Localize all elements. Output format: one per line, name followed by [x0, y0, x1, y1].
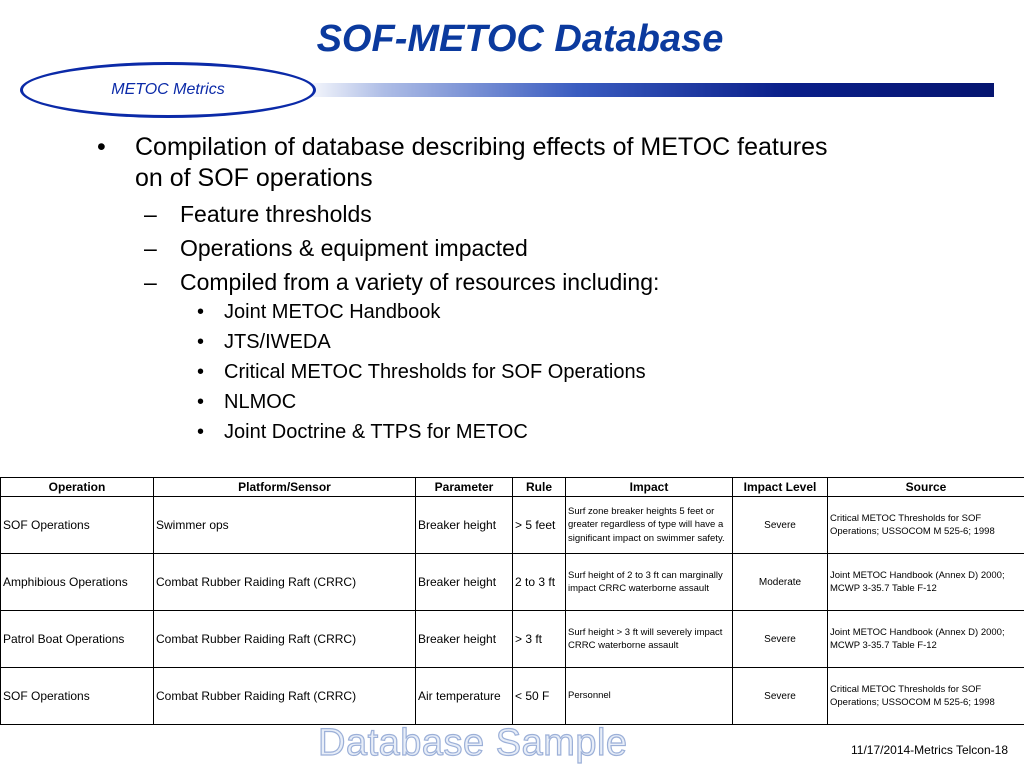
bullet-item [197, 421, 528, 444]
bullet-marker: • [97, 133, 106, 161]
bullet-item [144, 201, 372, 228]
cell-rule: < 50 F [513, 668, 566, 725]
cell-impact: Surf zone breaker heights 5 feet or greater regardless of type will have a significant impact on swimmer safety. [566, 497, 733, 554]
bullet-marker: – [144, 201, 157, 227]
cell-parameter: Breaker height [416, 611, 513, 668]
column-header: Platform/Sensor [154, 478, 416, 497]
bullet-item [144, 269, 660, 296]
cell-impact: Surf height > 3 ft will severely impact CRRC waterborne assault [566, 611, 733, 668]
cell-impact-level: Moderate [733, 554, 828, 611]
table-row [1, 611, 1024, 668]
bullet-marker: • [197, 391, 205, 413]
cell-operation: Patrol Boat Operations [1, 611, 154, 668]
cell-rule: 2 to 3 ft [513, 554, 566, 611]
cell-platform: Combat Rubber Raiding Raft (CRRC) [154, 668, 416, 725]
cell-platform: Combat Rubber Raiding Raft (CRRC) [154, 611, 416, 668]
cell-impact: Surf height of 2 to 3 ft can marginally impact CRRC waterborne assault [566, 554, 733, 611]
bullet-item [97, 132, 835, 194]
bullet-text: Compiled from a variety of resources including: [180, 269, 660, 295]
cell-parameter: Breaker height [416, 554, 513, 611]
cell-operation: Amphibious Operations [1, 554, 154, 611]
bullet-text: Joint METOC Handbook [224, 301, 441, 323]
bullet-text: Operations & equipment impacted [180, 235, 528, 261]
bullet-text: Joint Doctrine & TTPS for METOC [224, 421, 528, 443]
column-header: Impact Level [733, 478, 828, 497]
table-header-row [1, 478, 1024, 497]
bullet-marker: • [197, 301, 205, 323]
cell-source: Joint METOC Handbook (Annex D) 2000; MCWP 3-35.7 Table F-12 [828, 554, 1024, 611]
bullet-text: JTS/IWEDA [224, 331, 331, 353]
bullet-marker: – [144, 235, 157, 261]
bullet-text: Critical METOC Thresholds for SOF Operations [224, 361, 646, 383]
slide-title: SOF-METOC Database [316, 18, 724, 60]
column-header: Operation [1, 478, 154, 497]
database-sample-watermark: Database Sample [318, 722, 628, 764]
cell-rule: > 5 feet [513, 497, 566, 554]
bullet-item [197, 301, 441, 324]
bullet-text: Compilation of database describing effects of METOC features on of SOF operations [135, 133, 828, 192]
bullet-item [197, 331, 331, 354]
cell-operation: SOF Operations [1, 668, 154, 725]
table-row [1, 497, 1024, 554]
cell-impact: Personnel [566, 668, 733, 725]
bullet-item [197, 361, 646, 384]
table-row [1, 668, 1024, 725]
cell-rule: > 3 ft [513, 611, 566, 668]
bullet-marker: • [197, 421, 205, 443]
cell-source: Joint METOC Handbook (Annex D) 2000; MCWP 3-35.7 Table F-12 [828, 611, 1024, 668]
cell-parameter: Air temperature [416, 668, 513, 725]
column-header: Rule [513, 478, 566, 497]
cell-impact-level: Severe [733, 668, 828, 725]
bullet-marker: – [144, 269, 157, 295]
bullet-marker: • [197, 331, 205, 353]
column-header: Source [828, 478, 1024, 497]
cell-parameter: Breaker height [416, 497, 513, 554]
slide-footer: 11/17/2014-Metrics Telcon-18 [851, 743, 1008, 757]
bullet-marker: • [197, 361, 205, 383]
logo-text: METOC Metrics [111, 81, 225, 98]
cell-impact-level: Severe [733, 497, 828, 554]
table-row [1, 554, 1024, 611]
cell-source: Critical METOC Thresholds for SOF Operations; USSOCOM M 525-6; 1998 [828, 668, 1024, 725]
cell-platform: Swimmer ops [154, 497, 416, 554]
cell-source: Critical METOC Thresholds for SOF Operations; USSOCOM M 525-6; 1998 [828, 497, 1024, 554]
column-header: Parameter [416, 478, 513, 497]
bullet-text: NLMOC [224, 391, 297, 413]
cell-impact-level: Severe [733, 611, 828, 668]
bullet-item [144, 235, 528, 262]
cell-platform: Combat Rubber Raiding Raft (CRRC) [154, 554, 416, 611]
bullet-item [197, 391, 297, 414]
database-sample-table [0, 477, 1024, 725]
cell-operation: SOF Operations [1, 497, 154, 554]
column-header: Impact [566, 478, 733, 497]
bullet-text: Feature thresholds [180, 201, 372, 227]
